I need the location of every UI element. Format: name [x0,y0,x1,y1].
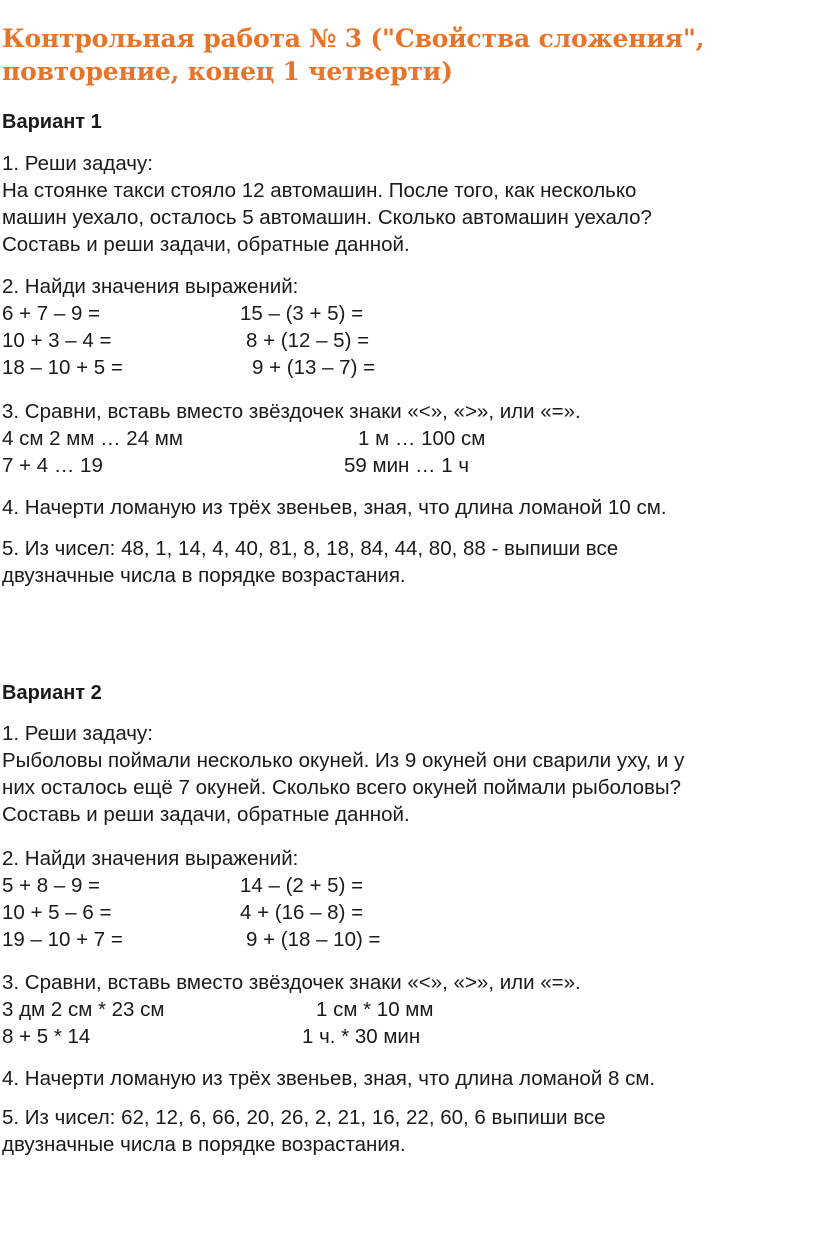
expression-right: 9 + (13 – 7) = [252,356,376,379]
comparison-row [2,996,814,1023]
comparison-right: 1 ч. * 30 мин [302,1025,421,1048]
expression-left: 6 + 7 – 9 = [2,302,101,325]
title-line-1: Контрольная работа № 3 ("Свойства сложения", [2,24,705,53]
task-text-line: машин уехало, осталось 5 автомашин. Сколько автомашин уехало? [2,206,652,229]
expression-left: 19 – 10 + 7 = [2,928,123,951]
comparison-row [2,425,814,452]
task-label: 2. Найди значения выражений: [2,847,299,870]
expression-row [2,327,814,354]
expression-left: 10 + 5 – 6 = [2,901,112,924]
variant-1-task-5 [2,535,814,589]
page-title [2,22,802,88]
comparison-right: 59 мин … 1 ч [344,454,470,477]
expression-right: 15 – (3 + 5) = [240,302,364,325]
comparison-right: 1 см * 10 мм [316,998,434,1021]
task-text-line: 5. Из чисел: 62, 12, 6, 66, 20, 26, 2, 21, 16, 22, 60, 6 выпиши все [2,1106,606,1129]
expression-row [2,354,814,381]
variant-2-task-4 [2,1065,814,1092]
expression-left: 5 + 8 – 9 = [2,874,101,897]
expression-left: 10 + 3 – 4 = [2,329,112,352]
expression-row [2,872,814,899]
variant-2-heading: Вариант 2 [2,682,102,704]
task-text-line: двузначные числа в порядке возрастания. [2,1133,406,1156]
task-text-line: Рыболовы поймали несколько окуней. Из 9 окуней они сварили уху, и у [2,749,685,772]
expression-right: 8 + (12 – 5) = [246,329,370,352]
comparison-right: 1 м … 100 см [358,427,486,450]
expression-row [2,899,814,926]
task-text-line: Составь и реши задачи, обратные данной. [2,233,410,256]
comparison-left: 4 см 2 мм … 24 мм [2,427,183,450]
expression-row [2,926,814,953]
task-text-line: На стоянке такси стояло 12 автомашин. После того, как несколько [2,179,637,202]
variant-1-task-3 [2,398,814,479]
variant-1-heading: Вариант 1 [2,111,102,133]
variant-2-task-5 [2,1104,814,1158]
task-text-line: 5. Из чисел: 48, 1, 14, 4, 40, 81, 8, 18, 84, 44, 80, 88 - выпиши все [2,537,619,560]
variant-1-task-4 [2,494,814,521]
comparison-left: 7 + 4 … 19 [2,454,103,477]
task-label: 2. Найди значения выражений: [2,275,299,298]
task-text-line: Составь и реши задачи, обратные данной. [2,803,410,826]
task-text-line: 4. Начерти ломаную из трёх звеньев, зная, что длина ломаной 8 см. [2,1067,656,1090]
variant-2-task-2 [2,845,814,953]
task-label: 1. Реши задачу: [2,722,153,745]
comparison-row [2,452,814,479]
expression-row [2,300,814,327]
expression-left: 18 – 10 + 5 = [2,356,123,379]
task-text-line: двузначные числа в порядке возрастания. [2,564,406,587]
expression-right: 4 + (16 – 8) = [240,901,364,924]
variant-1-task-1 [2,150,814,258]
title-line-2: повторение, конец 1 четверти) [2,57,453,86]
comparison-row [2,1023,814,1050]
task-label: 3. Сравни, вставь вместо звёздочек знаки «<», «>», или «=». [2,971,581,994]
task-text-line: 4. Начерти ломаную из трёх звеньев, зная, что длина ломаной 10 см. [2,496,667,519]
variant-2-task-3 [2,969,814,1050]
comparison-left: 3 дм 2 см * 23 см [2,998,165,1021]
task-label: 3. Сравни, вставь вместо звёздочек знаки «<», «>», или «=». [2,400,581,423]
variant-1-task-2 [2,273,814,381]
variant-2-task-1 [2,720,814,828]
expression-right: 9 + (18 – 10) = [246,928,381,951]
task-label: 1. Реши задачу: [2,152,153,175]
expression-right: 14 – (2 + 5) = [240,874,364,897]
task-text-line: них осталось ещё 7 окуней. Сколько всего окуней поймали рыболовы? [2,776,682,799]
comparison-left: 8 + 5 * 14 [2,1025,91,1048]
